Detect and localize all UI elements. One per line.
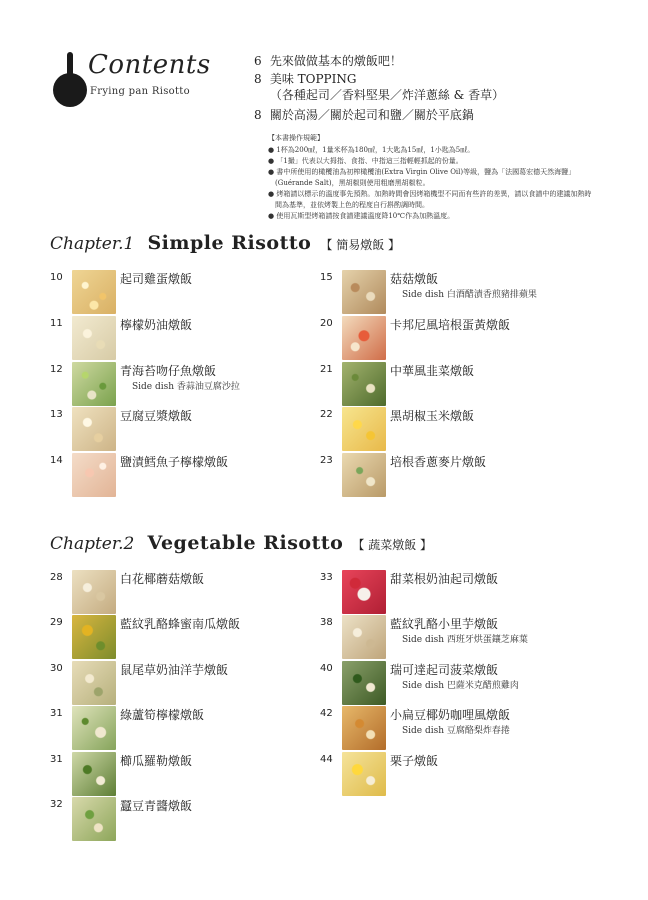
- recipe-name: 櫛瓜羅勒燉飯: [120, 754, 193, 768]
- recipe-entry[interactable]: [50, 318, 330, 362]
- recipe-photo: [72, 270, 116, 314]
- side-dish: Side dish 香蒜油豆腐沙拉: [132, 382, 240, 392]
- intro-text: 先來做做基本的燉飯吧！: [269, 54, 402, 68]
- recipe-photo: [72, 752, 116, 796]
- recipe-entry[interactable]: [320, 663, 600, 707]
- page-number: 33: [320, 572, 333, 583]
- note-item: ● 烤箱請以標示的溫度事先預熱。加熱時間會因烤箱機型不同而有些許的差異，請以食譜中的建議加熱時間為基準，並依烤製上色的程度自行斟酌調時間。: [268, 190, 592, 209]
- usage-notes: [268, 133, 598, 222]
- page-number: 15: [320, 272, 333, 283]
- note-item: ● 1杯為200㎖，1量米杯為180㎖，1大匙為15㎖，1小匙為5㎖。: [268, 146, 475, 154]
- recipe-photo: [72, 661, 116, 705]
- chapter-title: Vegetable Risotto: [147, 532, 344, 554]
- recipe-name: 瑞可達起司菠菜燉飯: [390, 663, 499, 677]
- recipe-photo: [72, 407, 116, 451]
- recipe-entry[interactable]: [320, 409, 600, 453]
- recipe-entry[interactable]: [320, 754, 600, 798]
- recipe-photo: [342, 362, 386, 406]
- recipe-name: 蠶豆青醬燉飯: [120, 799, 193, 813]
- page-number: 44: [320, 754, 333, 765]
- intro-text: 美味 TOPPING: [269, 72, 357, 86]
- page-number: 28: [50, 572, 63, 583]
- side-dish: Side dish 白酒醋漬香煎豬排蘋果: [402, 290, 537, 300]
- recipe-photo: [72, 316, 116, 360]
- page-number: 30: [50, 663, 63, 674]
- page-number: 12: [50, 364, 63, 375]
- recipe-photo: [342, 453, 386, 497]
- recipe-entry[interactable]: [50, 799, 330, 843]
- recipe-photo: [342, 270, 386, 314]
- recipe-name: 藍紋乳酪小里芋燉飯: [390, 617, 499, 631]
- recipe-photo: [72, 797, 116, 841]
- side-dish: Side dish 巴薩米克醋煎雞肉: [402, 681, 519, 691]
- recipe-name: 綠蘆筍檸檬燉飯: [120, 708, 205, 722]
- intro-page: 8: [254, 72, 262, 86]
- intro-page: 6: [254, 54, 262, 68]
- intro-line: [254, 52, 402, 69]
- recipe-photo: [342, 661, 386, 705]
- recipe-entry[interactable]: [320, 708, 600, 752]
- recipe-name: 白花椰蘑菇燉飯: [120, 572, 205, 586]
- recipe-photo: [342, 407, 386, 451]
- recipe-entry[interactable]: [50, 409, 330, 453]
- recipe-name: 青海苔吻仔魚燉飯: [120, 364, 217, 378]
- chapter-2-heading: [50, 532, 432, 554]
- recipe-name: 卡邦尼風培根蛋黃燉飯: [390, 318, 511, 332]
- page-number: 23: [320, 455, 333, 466]
- recipe-name: 黑胡椒玉米燉飯: [390, 409, 475, 423]
- page-number: 21: [320, 364, 333, 375]
- page-number: 13: [50, 409, 63, 420]
- recipe-entry[interactable]: [50, 708, 330, 752]
- recipe-name: 小扁豆椰奶咖哩風燉飯: [390, 708, 511, 722]
- recipe-photo: [72, 570, 116, 614]
- chapter-label: Chapter.2: [50, 534, 135, 554]
- recipe-photo: [342, 570, 386, 614]
- page-number: 14: [50, 455, 63, 466]
- page-number: 31: [50, 708, 63, 719]
- page-number: 29: [50, 617, 63, 628]
- page-number: 10: [50, 272, 63, 283]
- recipe-entry[interactable]: [50, 272, 330, 316]
- recipe-entry[interactable]: [320, 318, 600, 362]
- recipe-entry[interactable]: [320, 572, 600, 616]
- frying-pan-icon: [50, 50, 90, 110]
- chapter-1-heading: [50, 232, 400, 254]
- contents-subtitle: Frying pan Risotto: [90, 86, 190, 97]
- page-number: 22: [320, 409, 333, 420]
- intro-text: （各種起司／香料堅果／炸洋蔥絲 & 香草）: [269, 88, 505, 102]
- recipe-name: 藍紋乳酪蜂蜜南瓜燉飯: [120, 617, 241, 631]
- recipe-photo: [342, 752, 386, 796]
- recipe-entry[interactable]: [50, 663, 330, 707]
- recipe-name: 甜菜根奶油起司燉飯: [390, 572, 499, 586]
- intro-line: [254, 70, 356, 87]
- recipe-entry[interactable]: [320, 272, 600, 316]
- page-number: 42: [320, 708, 333, 719]
- recipe-photo: [342, 706, 386, 750]
- recipe-name: 菇菇燉飯: [390, 272, 439, 286]
- page-number: 11: [50, 318, 63, 329]
- recipe-photo: [72, 615, 116, 659]
- chapter-subtitle: 【 蔬菜燉飯 】: [352, 538, 433, 552]
- recipe-photo: [342, 316, 386, 360]
- intro-line: [254, 106, 474, 123]
- recipe-entry[interactable]: [320, 617, 600, 661]
- recipe-name: 檸檬奶油燉飯: [120, 318, 193, 332]
- recipe-name: 培根香蔥麥片燉飯: [390, 455, 487, 469]
- recipe-name: 鹽漬鱈魚子檸檬燉飯: [120, 455, 229, 469]
- recipe-name: 栗子燉飯: [390, 754, 439, 768]
- side-dish: Side dish 西班牙烘蛋鑲芝麻葉: [402, 635, 528, 645]
- recipe-entry[interactable]: [320, 455, 600, 499]
- recipe-entry[interactable]: [50, 455, 330, 499]
- chapter-subtitle: 【 簡易燉飯 】: [320, 238, 401, 252]
- recipe-entry[interactable]: [50, 617, 330, 661]
- recipe-name: 中華風韭菜燉飯: [390, 364, 475, 378]
- recipe-photo: [72, 453, 116, 497]
- recipe-entry[interactable]: [320, 364, 600, 408]
- recipe-photo: [342, 615, 386, 659]
- intro-page: 8: [254, 108, 262, 122]
- note-item: ● 書中所使用的橄欖油為初榨橄欖油(Extra Virgin Olive Oil)等級，鹽為「法國葛宏德天然海鹽」(Guérande Salt)，黑胡椒則使用粗磨黑胡椒粒。: [268, 168, 576, 187]
- intro-line: [254, 86, 504, 103]
- intro-text: 關於高湯／關於起司和鹽／關於平底鍋: [269, 108, 474, 122]
- side-dish: Side dish 豆腐酪梨炸春捲: [402, 726, 510, 736]
- page-number: 32: [50, 799, 63, 810]
- page-number: 31: [50, 754, 63, 765]
- recipe-photo: [72, 706, 116, 750]
- recipe-entry[interactable]: [50, 754, 330, 798]
- notes-heading: 【本書操作規範】: [268, 134, 324, 142]
- chapter-label: Chapter.1: [50, 234, 135, 254]
- recipe-entry[interactable]: [50, 572, 330, 616]
- recipe-photo: [72, 362, 116, 406]
- recipe-name: 起司雞蛋燉飯: [120, 272, 193, 286]
- recipe-entry[interactable]: [50, 364, 330, 408]
- page-number: 38: [320, 617, 333, 628]
- note-item: ● 使用瓦斯型烤箱請按食譜建議溫度降10℃作為加熱溫度。: [268, 212, 455, 220]
- recipe-name: 鼠尾草奶油洋芋燉飯: [120, 663, 229, 677]
- page-number: 40: [320, 663, 333, 674]
- contents-title: Contents: [88, 50, 211, 80]
- chapter-title: Simple Risotto: [147, 232, 312, 254]
- recipe-name: 豆腐豆漿燉飯: [120, 409, 193, 423]
- page-number: 20: [320, 318, 333, 329]
- note-item: ● 「1撮」代表以大拇指、食指、中指這三指輕輕抓起的份量。: [268, 157, 463, 165]
